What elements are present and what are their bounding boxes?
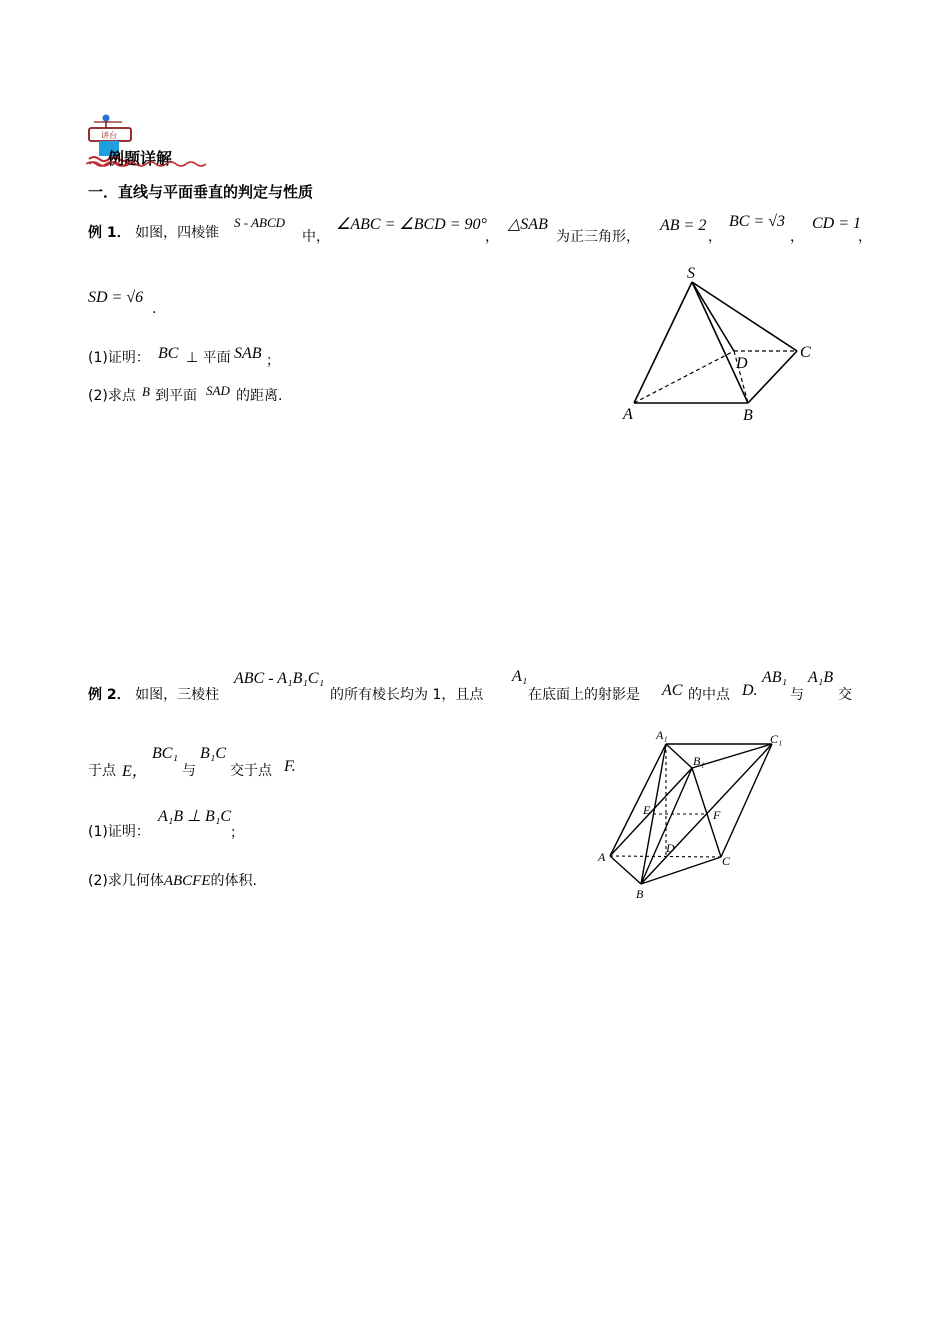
- q1-perp: ⊥ 平面: [186, 350, 231, 366]
- prism-figure: [594, 724, 794, 904]
- section-heading: 一．直线与平面垂直的判定与性质: [88, 183, 314, 201]
- q2-end: 的距离.: [236, 388, 283, 404]
- label-a1: A₁: [656, 728, 668, 742]
- example-2-b1c: B₁C: [200, 745, 227, 762]
- label-b1: B₁: [693, 754, 705, 768]
- example-1-zhong: 中，: [302, 229, 330, 245]
- example-2-label: 例 2．: [88, 687, 131, 703]
- example-1-triangle: △SAB: [508, 216, 548, 233]
- example-2-question-1: (1)证明：: [88, 824, 150, 840]
- section-title: 例题详解: [108, 149, 173, 168]
- pyramid-figure: [620, 262, 820, 427]
- example-2-prism: ABC - A₁B₁C₁: [234, 670, 325, 687]
- label-d: D: [736, 355, 748, 372]
- example-1-comma-3: ，: [790, 229, 804, 245]
- example-1-sd: SD = √6: [88, 289, 144, 306]
- example-2-f: F.: [284, 758, 296, 775]
- example-2-q1-expr: A₁B ⊥ B₁C: [158, 808, 232, 825]
- example-1-label: 例 1．: [88, 225, 131, 241]
- example-1-ab: AB = 2: [660, 217, 707, 234]
- label-a: A: [598, 850, 606, 864]
- label-b: B: [743, 407, 753, 424]
- label-c: C: [722, 854, 731, 868]
- example-2-q2-solid: ABCFE: [163, 873, 211, 889]
- example-2-line-2-a: 于点: [88, 763, 116, 779]
- q1-prefix: (1)证明：: [88, 350, 150, 366]
- example-1-comma-4: ，: [858, 229, 872, 245]
- example-1-line-1: [88, 222, 219, 242]
- example-2-q1-end: ；: [230, 825, 244, 841]
- example-1-angle-condition: ∠ABC = ∠BCD = 90°: [336, 216, 487, 233]
- q2-prefix: (2)求点: [88, 388, 136, 404]
- example-2-e: E，: [122, 763, 148, 780]
- example-2-a1: A₁: [512, 668, 528, 685]
- label-s: S: [687, 265, 695, 282]
- example-1-period: .: [152, 301, 157, 317]
- q2-plane: SAD: [206, 383, 230, 398]
- example-2-text-1: 的所有棱长均为 1，且点: [330, 687, 484, 703]
- example-2-jiao: 交: [838, 687, 852, 703]
- example-1-question-1: [88, 347, 150, 367]
- q1-bc: BC: [158, 345, 179, 362]
- q1-plane: SAB: [234, 345, 262, 362]
- label-c: C: [800, 344, 811, 361]
- label-c1: C₁: [770, 732, 783, 746]
- label-f: F: [713, 808, 721, 822]
- example-2-text-2: 在底面上的射影是: [528, 687, 640, 703]
- example-2-line-1: [88, 684, 219, 704]
- example-1-triangle-text: 为正三角形，: [556, 229, 640, 245]
- label-e: E: [643, 803, 651, 817]
- label-b: B: [636, 887, 644, 901]
- example-2-line-2-b: 交于点: [230, 763, 272, 779]
- example-2-text-3: 的中点: [688, 687, 730, 703]
- example-2-yu-2: 与: [182, 763, 196, 779]
- header-badge-text: 讲台: [101, 131, 117, 140]
- example-1-comma-1: ，: [485, 229, 499, 245]
- example-2-ac: AC: [662, 682, 683, 699]
- q2-mid: 到平面: [155, 388, 197, 404]
- example-1-comma-2: ，: [708, 229, 722, 245]
- example-1-question-2: [88, 385, 136, 405]
- title-wave-decoration: [86, 159, 206, 169]
- q2-point-b: B: [142, 384, 150, 399]
- example-1-bc: BC = √3: [729, 213, 786, 230]
- label-d: D: [666, 841, 675, 855]
- example-1-intro: 如图，四棱锥: [135, 225, 220, 241]
- example-2-intro: 如图，三棱柱: [135, 687, 220, 703]
- q1-end: ；: [266, 353, 280, 369]
- example-2-q2-end: 的体积.: [210, 873, 257, 889]
- example-2-question-2: [88, 870, 257, 890]
- example-2-yu-1: 与: [790, 687, 804, 703]
- example-1-pyramid: S - ABCD: [234, 215, 286, 230]
- example-1-cd: CD = 1: [812, 215, 862, 232]
- example-2-ab1: AB₁: [762, 669, 788, 686]
- example-2-bc1: BC₁: [152, 745, 179, 762]
- example-2-q2-prefix: (2)求几何体: [88, 873, 164, 889]
- example-2-d: D.: [742, 682, 758, 699]
- label-a: A: [623, 406, 633, 423]
- example-2-a1b: A₁B: [808, 669, 834, 686]
